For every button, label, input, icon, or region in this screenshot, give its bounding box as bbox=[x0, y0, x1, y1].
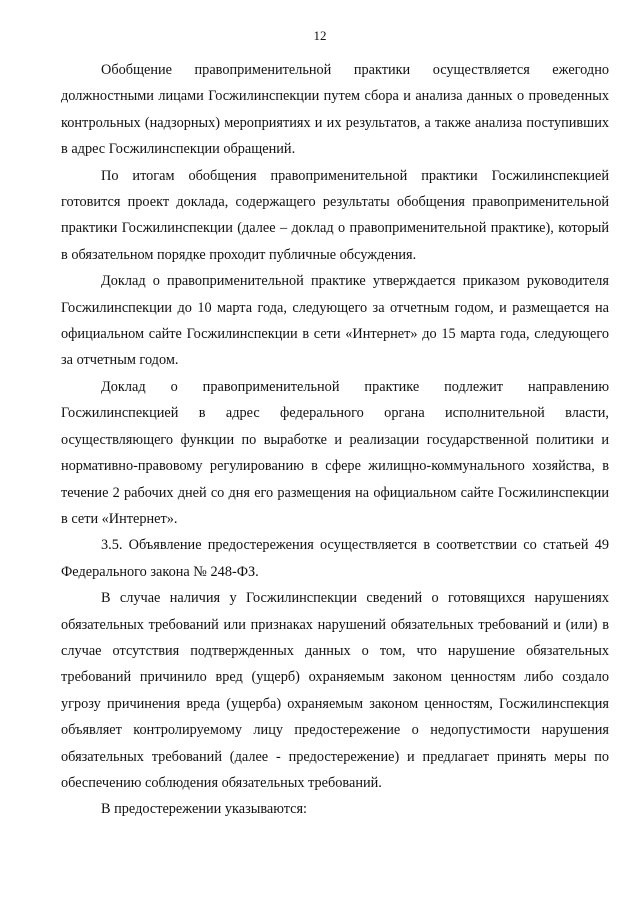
page-body bbox=[61, 57, 609, 823]
paragraph-section-3-5: 3.5. Объявление предостережения осуществляется в соответствии со статьей 49 Федерального закона № 248-ФЗ. bbox=[61, 537, 609, 580]
paragraph-warning-conditions: В случае наличия у Госжилинспекции сведений о готовящихся нарушениях обязательных требований или признаках нарушений обязательных требований и (или) в случае отсутствия подтвержденных данных о том, что нарушение обязательных требований причинило вред (ущерб) охраняемым законом ценностям либо создало угрозу причинения вреда (ущерба) охраняемым законом ценностям, Госжилинспекция объявляет контролируемому лицу предостережение о недопустимости нарушения обязательных требований (далее - предостережение) и предлагает принять меры по обеспечению соблюдения обязательных требований. bbox=[61, 590, 609, 791]
paragraph-warning-contents: В предостережении указываются: bbox=[101, 801, 308, 818]
paragraph-draft-report: По итогам обобщения правоприменительной практики Госжилинспекцией готовится проект доклада, содержащего результаты обобщения правоприменительной практики Госжилинспекции (далее – доклад о правоприменительной практике), который в обязательном порядке проходит публичные обсуждения. bbox=[61, 167, 609, 263]
paragraph-practice-generalization: Обобщение правоприменительной практики осуществляется ежегодно должностными лицами Госжилинспекции путем сбора и анализа данных о проведенных контрольных (надзорных) мероприятиях и их результатов, а также анализа поступивших в адрес Госжилинспекции обращений. bbox=[61, 62, 609, 158]
paragraph-report-approval: Доклад о правоприменительной практике утверждается приказом руководителя Госжилинспекции до 10 марта года, следующего за отчетным годом, и размещается на официальном сайте Госжилинспекции в сети «Интернет» до 15 марта года, следующего за отчетным годом. bbox=[61, 273, 609, 369]
paragraph-report-submission: Доклад о правоприменительной практике подлежит направлению Госжилинспекцией в адрес федерального органа исполнительной власти, осуществляющего функции по выработке и реализации государственной политики и нормативно-правовому регулированию в сфере жилищно-коммунального хозяйства, в течение 2 рабочих дней со дня его размещения на официальном сайте Госжилинспекции в сети «Интернет». bbox=[61, 378, 609, 527]
page-number: 12 bbox=[313, 28, 327, 43]
